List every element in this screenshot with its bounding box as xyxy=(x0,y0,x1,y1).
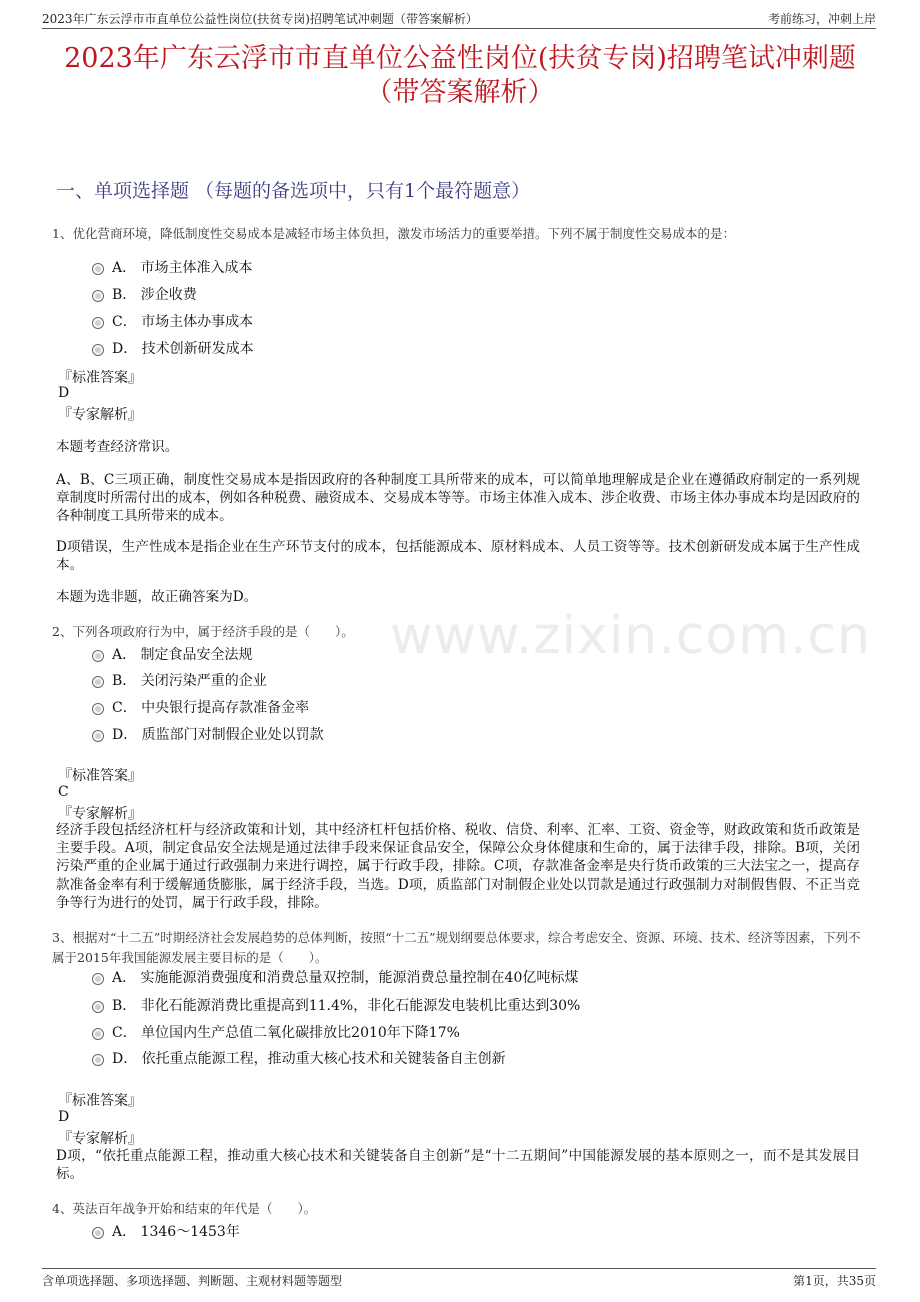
question-1-option-d[interactable]: D． 技术创新研发成本 xyxy=(92,338,254,358)
radio-icon[interactable] xyxy=(92,263,104,275)
radio-icon[interactable] xyxy=(92,973,104,985)
question-1-analysis-p1: 本题考查经济常识。 xyxy=(56,439,179,455)
question-2-analysis-label: 『专家解析』 xyxy=(58,806,142,822)
question-1-analysis-label: 『专家解析』 xyxy=(58,407,142,423)
radio-icon[interactable] xyxy=(92,317,104,329)
question-3-option-d[interactable]: D． 依托重点能源工程，推动重大核心技术和关键装备自主创新 xyxy=(92,1048,506,1068)
radio-icon[interactable] xyxy=(92,1028,104,1040)
question-3-option-c[interactable]: C． 单位国内生产总值二氧化碳排放比2010年下降17% xyxy=(92,1022,460,1042)
question-1-analysis-p4: 本题为选非题，故正确答案为D。 xyxy=(56,589,258,605)
question-1-text: 1、优化营商环境，降低制度性交易成本是减轻市场主体负担，激发市场活力的重要举措。下列不属于制度性交易成本的是： xyxy=(52,226,735,241)
question-1-analysis-p3: D项错误，生产性成本是指企业在生产环节支付的成本，包括能源成本、原材料成本、人员工资等等。技术创新研发成本属于生产性成本。 xyxy=(56,539,860,574)
question-1-analysis-p2: A、B、C三项正确，制度性交易成本是指因政府的各种制度工具所带来的成本，可以简单地理解成是企业在遵循政府制定的一系列规章制度时所需付出的成本，例如各种税费、融资成本、交易成本等等。市场主体准入成本、涉企收费、市场主体办事成本均是因政府的各种制度工具所带来的成本。 xyxy=(56,472,860,525)
question-2-option-c[interactable]: C． 中央银行提高存款准备金率 xyxy=(92,697,309,717)
radio-icon[interactable] xyxy=(92,344,104,356)
question-3-answer-label: 『标准答案』 xyxy=(58,1093,142,1109)
radio-icon[interactable] xyxy=(92,1054,104,1066)
footer-question-types: 含单项选择题、多项选择题、判断题、主观材料题等题型 xyxy=(42,1274,343,1288)
question-4-text: 4、英法百年战争开始和结束的年代是（ ）。 xyxy=(52,1201,317,1216)
question-3-option-a[interactable]: A． 实施能源消费强度和消费总量双控制，能源消费总量控制在40亿吨标煤 xyxy=(92,967,578,987)
question-2-option-a[interactable]: A． 制定食品安全法规 xyxy=(92,644,253,664)
question-3-analysis-p1: D项，“依托重点能源工程，推动重大核心技术和关键装备自主创新”是“十二五期间”中国能源发展的基本原则之一，而不是其发展目标。 xyxy=(56,1148,860,1183)
question-1-option-a[interactable]: A． 市场主体准入成本 xyxy=(92,257,253,277)
question-2-text: 2、下列各项政府行为中，属于经济手段的是（ ）。 xyxy=(52,624,354,639)
question-3-analysis-label: 『专家解析』 xyxy=(58,1131,142,1147)
question-2-answer-label: 『标准答案』 xyxy=(58,768,142,784)
question-1-option-b[interactable]: B． 涉企收费 xyxy=(92,284,197,304)
radio-icon[interactable] xyxy=(92,650,104,662)
question-2-option-b[interactable]: B． 关闭污染严重的企业 xyxy=(92,670,267,690)
page-number: 第1页，共35页 xyxy=(793,1274,876,1288)
question-1-answer: D xyxy=(58,385,70,401)
question-2-option-d[interactable]: D． 质监部门对制假企业处以罚款 xyxy=(92,724,324,744)
radio-icon[interactable] xyxy=(92,1001,104,1013)
footer-divider xyxy=(42,1268,876,1269)
running-header-title: 2023年广东云浮市市直单位公益性岗位(扶贫专岗)招聘笔试冲刺题（带答案解析） xyxy=(42,12,478,26)
radio-icon[interactable] xyxy=(92,676,104,688)
question-2-answer: C xyxy=(58,784,69,800)
radio-icon[interactable] xyxy=(92,730,104,742)
radio-icon[interactable] xyxy=(92,290,104,302)
running-header-slogan: 考前练习，冲刺上岸 xyxy=(767,12,876,26)
header-divider xyxy=(42,28,876,29)
section-heading: 一、单项选择题 （每题的备选项中，只有1个最符题意） xyxy=(56,180,531,202)
watermark: www.zixin.com.cn xyxy=(390,606,871,666)
question-3-answer: D xyxy=(58,1109,70,1125)
question-1-answer-label: 『标准答案』 xyxy=(58,370,142,386)
question-2-analysis-p1: 经济手段包括经济杠杆与经济政策和计划，其中经济杠杆包括价格、税收、信贷、利率、汇率、工资、资金等，财政政策和货币政策是主要手段。A项，制定食品安全法规是通过法律手段来保证食品安全，保障公众身体健康和生命的，属于法律手段，排除。B项，关闭污染严重的企业属于通过行政强制力来进行调控，属于行政手段，排除。C项，存款准备金率是央行货币政策的三大法宝之一，提高存款准备金率有利于缓解通货膨胀，属于经济手段，当选。D项，质监部门对制假企业处以罚款是通过行政强制力对制假售假、不正当竞争等行为进行的处罚，属于行政手段，排除。 xyxy=(56,822,860,911)
question-1-option-c[interactable]: C． 市场主体办事成本 xyxy=(92,311,253,331)
question-4-option-a[interactable]: A． 1346～1453年 xyxy=(92,1221,240,1241)
radio-icon[interactable] xyxy=(92,703,104,715)
question-3-option-b[interactable]: B． 非化石能源消费比重提高到11.4%，非化石能源发电装机比重达到30% xyxy=(92,995,580,1015)
radio-icon[interactable] xyxy=(92,1227,104,1239)
question-3-text: 3、根据对“十二五”时期经济社会发展趋势的总体判断，按照“十二五”规划纲要总体要求，综合考虑安全、资源、环境、技术、经济等因素，下列不属于2015年我国能源发展主要目标的是（ ）。 xyxy=(52,930,861,965)
page-title: 2023年广东云浮市市直单位公益性岗位(扶贫专岗)招聘笔试冲刺题（带答案解析） xyxy=(64,43,856,108)
